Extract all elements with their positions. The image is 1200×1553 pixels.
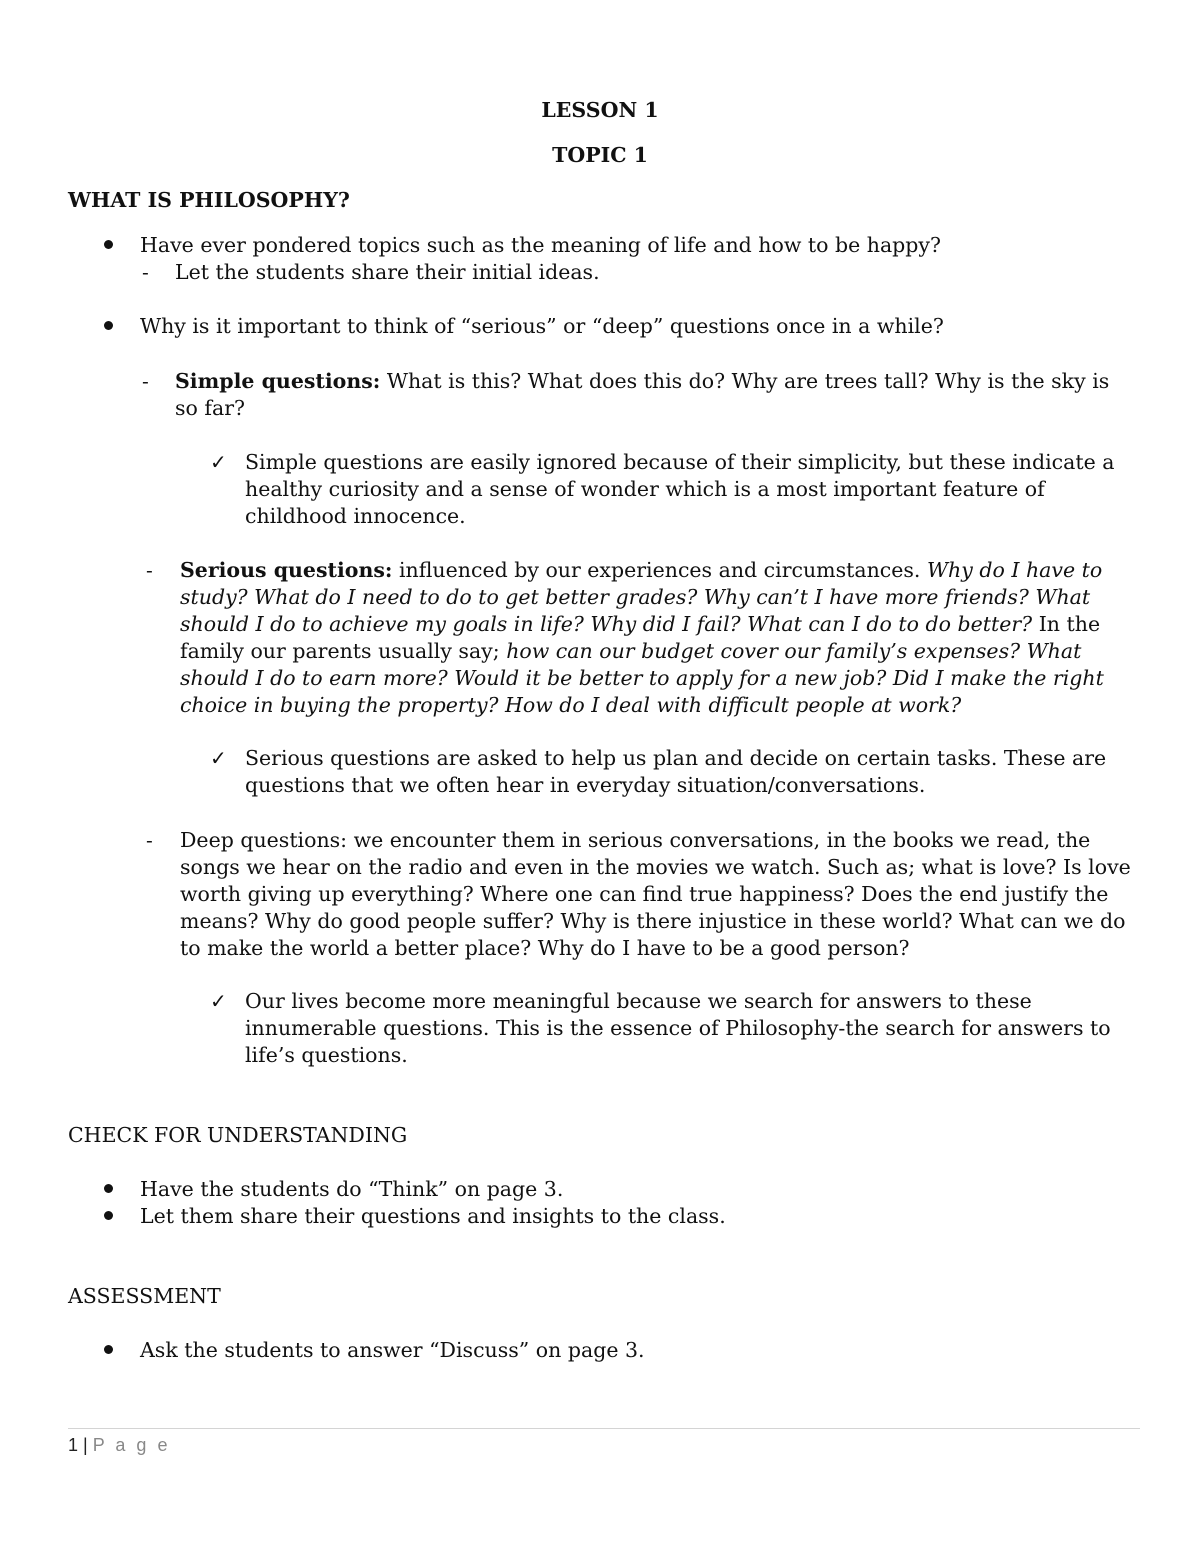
simple-questions-paragraph bbox=[175, 368, 1109, 422]
page-number: 1 bbox=[68, 1435, 79, 1455]
bullet-icon bbox=[104, 240, 113, 249]
deep-questions-paragraph: Deep questions: we encounter them in serious conversations, in the books we read, the songs we hear on the radio and even in the movies we watch. Such as; what is love? Is love worth giving up everything? Where one can find true happiness? Does the end justify the means? Why do good people suffer? Why is there injustice in these world? What can we do to make the world a better place? Why do I have to be a good person? bbox=[180, 828, 1131, 960]
check-note: Our lives become more meaningful because we search for answers to these innumerable questions. This is the essence of Philosophy-the search for answers to life’s questions. bbox=[245, 989, 1111, 1067]
sub-item: Let the students share their initial ideas. bbox=[175, 260, 600, 284]
checkmark-icon: ✓ bbox=[210, 989, 227, 1013]
simple-questions-text: so far? bbox=[175, 396, 245, 420]
dash-marker: - bbox=[146, 558, 153, 582]
bullet-item: Have ever pondered topics such as the meaning of life and how to be happy? bbox=[140, 233, 942, 257]
bullet-item: Let them share their questions and insights to the class. bbox=[140, 1204, 726, 1228]
simple-questions-label: Simple questions: bbox=[175, 369, 381, 393]
bullet-item: Ask the students to answer “Discuss” on page 3. bbox=[140, 1338, 645, 1362]
check-for-understanding-title: CHECK FOR UNDERSTANDING bbox=[68, 1123, 408, 1147]
footer-separator: | bbox=[83, 1435, 88, 1455]
dash-marker: - bbox=[142, 369, 149, 393]
page-footer bbox=[68, 1432, 170, 1458]
bullet-item: Have the students do “Think” on page 3. bbox=[140, 1177, 564, 1201]
dash-marker: - bbox=[146, 828, 153, 852]
bullet-icon bbox=[104, 1345, 113, 1354]
bullet-icon bbox=[104, 1184, 113, 1193]
section-title: WHAT IS PHILOSOPHY? bbox=[68, 188, 350, 212]
bullet-item: Why is it important to think of “serious” or “deep” questions once in a while? bbox=[140, 314, 944, 338]
lesson-heading: LESSON 1 bbox=[541, 98, 659, 122]
topic-heading: TOPIC 1 bbox=[552, 143, 648, 167]
page-label: P a g e bbox=[92, 1435, 171, 1455]
assessment-title: ASSESSMENT bbox=[68, 1284, 221, 1308]
check-note: Serious questions are asked to help us plan and decide on certain tasks. These are questions that we often hear in everyday situation/conversations. bbox=[245, 746, 1107, 797]
serious-questions-label: Serious questions: bbox=[180, 558, 393, 582]
bullet-icon bbox=[104, 1211, 113, 1220]
bullet-icon bbox=[104, 321, 113, 330]
simple-questions-text: What is this? What does this do? Why are trees tall? Why is the sky is bbox=[386, 369, 1110, 393]
checkmark-icon: ✓ bbox=[210, 450, 227, 474]
checkmark-icon: ✓ bbox=[210, 746, 227, 770]
dash-marker: - bbox=[142, 260, 149, 284]
footer-divider bbox=[68, 1428, 1140, 1429]
check-note: Simple questions are easily ignored because of their simplicity, but these indicate a healthy curiosity and a sense of wonder which is a most important feature of childhood innocence. bbox=[245, 450, 1115, 528]
serious-questions-paragraph: Serious questions: influenced by our experiences and circumstances. Why do I have to study? What do I need to do to get better grades? Why can’t I have more friends? What should I do to achieve my goals in life? Why did I fail? What can I do to do better? In the family our parents usually say; how can our budget cover our family’s expenses? What should I do to earn more? Would it be better to apply for a new job? Did I make the right choice in buying the property? How do I deal with difficult people at work? bbox=[180, 558, 1104, 717]
